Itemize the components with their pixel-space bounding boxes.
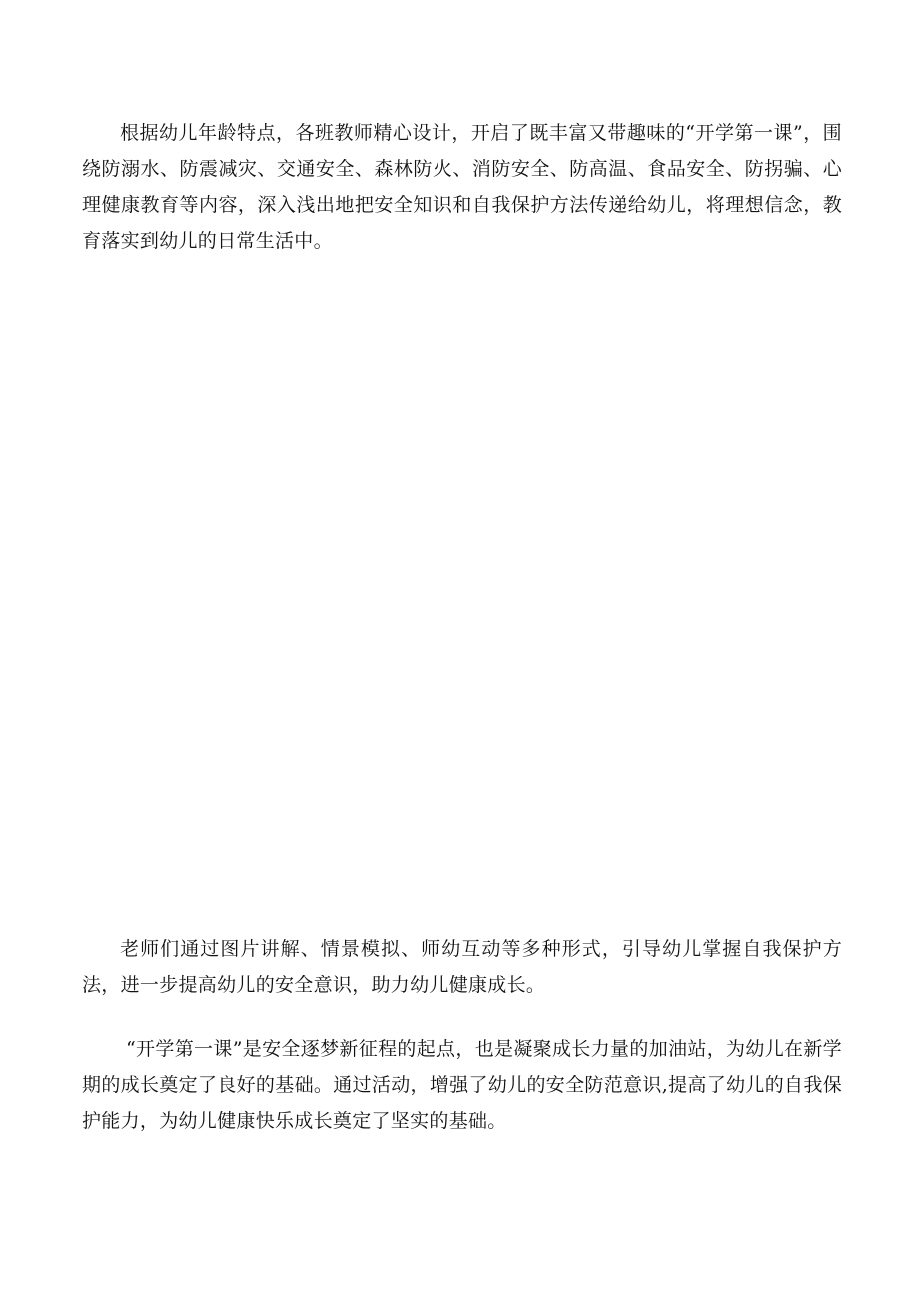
paragraph-conclusion: “开学第一课”是安全逐梦新征程的起点，也是凝聚成长力量的加油站，为幼儿在新学期的成长奠定了良好的基础。通过活动，增强了幼儿的安全防范意识,提高了幼儿的自我保护能力，为幼儿健康快乐成长奠定了坚实的基础。 xyxy=(82,1038,842,1132)
paragraph-methods: 老师们通过图片讲解、情景模拟、师幼互动等多种形式，引导幼儿掌握自我保护方法，进一步提高幼儿的安全意识，助力幼儿健康成长。 xyxy=(82,938,842,996)
paragraph-intro: 根据幼儿年龄特点，各班教师精心设计，开启了既丰富又带趣味的“开学第一课”，围绕防溺水、防震减灾、交通安全、森林防火、消防安全、防高温、食品安全、防拐骗、心理健康教育等内容，深入浅出地把安全知识和自我保护方法传递给幼儿，将理想信念，教育落实到幼儿的日常生活中。 xyxy=(82,122,842,252)
